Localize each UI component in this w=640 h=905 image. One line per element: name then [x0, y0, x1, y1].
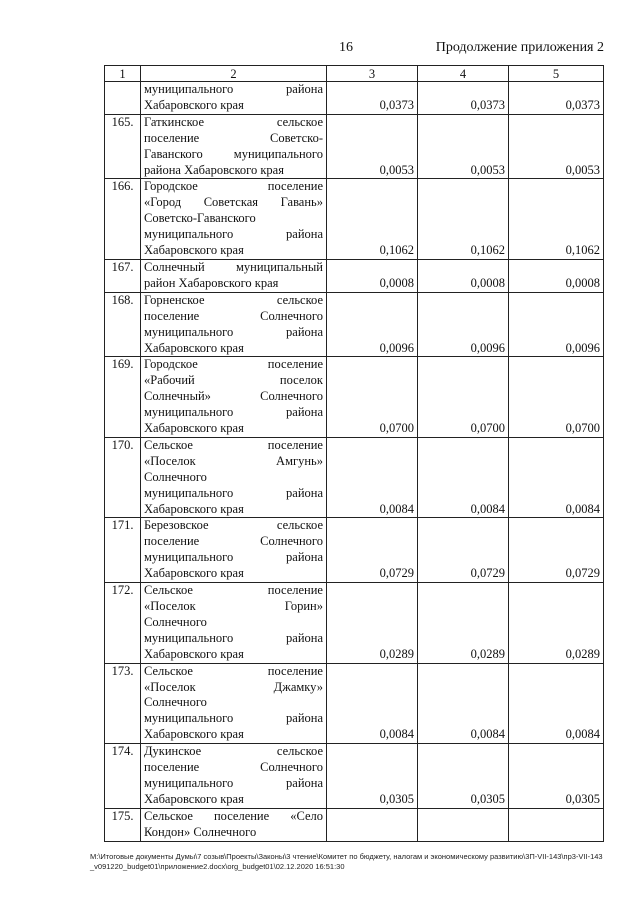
- table-row: [105, 583, 604, 664]
- municipality-name-line: района Хабаровского края: [144, 162, 284, 177]
- document-file-path: М:\Итоговые документы Думы\7 созыв\Проекты\Законы\3 чтение\Комитет по бюджету, налогам и экономическому развитию\3П-VII-143\пр3-VII-143_v091220_budget01\приложение2.docx\org_budget01\02.12.2020 16:51:30: [90, 852, 603, 871]
- municipality-name-line: поселение Солнечного: [144, 308, 323, 323]
- table-row: [105, 518, 604, 583]
- municipality-name-line: муниципального района: [144, 324, 323, 339]
- municipality-name: [141, 259, 327, 292]
- municipality-name: [141, 114, 327, 179]
- table-row: [105, 808, 604, 841]
- share-value-col-4: 0,0729: [418, 518, 509, 583]
- municipality-name-line: Солнечного: [144, 695, 207, 710]
- municipality-name-line: муниципального района: [144, 775, 323, 790]
- municipality-name-line: муниципального района: [144, 630, 323, 645]
- municipality-name-line: Хабаровского края: [144, 340, 244, 355]
- municipality-name-line: Хабаровского края: [144, 97, 244, 112]
- share-value-col-4: 0,0373: [418, 82, 509, 115]
- municipality-name-line: «Поселок Джамку»: [144, 679, 323, 694]
- share-value-col-3: 0,0008: [327, 259, 418, 292]
- municipality-name-line: Городское поселение: [144, 179, 323, 194]
- column-header-2: 2: [141, 66, 327, 82]
- municipality-name: [141, 583, 327, 664]
- share-value-col-3: [327, 808, 418, 841]
- municipality-name-line: муниципального района: [144, 485, 323, 500]
- share-value-col-4: 0,0084: [418, 663, 509, 744]
- municipality-name-line: Сельское поселение: [144, 663, 323, 678]
- share-value-col-5: 0,0700: [509, 357, 604, 438]
- municipality-name-line: Хабаровского края: [144, 646, 244, 661]
- municipality-name: [141, 357, 327, 438]
- municipality-name-line: поселение Солнечного: [144, 534, 323, 549]
- municipality-name: [141, 808, 327, 841]
- municipality-name-line: муниципального района: [144, 227, 323, 242]
- municipality-name-line: район Хабаровского края: [144, 275, 279, 290]
- municipality-name-line: Городское поселение: [144, 357, 323, 372]
- row-number: 167.: [105, 259, 141, 292]
- share-value-col-4: 0,0084: [418, 437, 509, 518]
- municipality-name-line: Солнечный муниципальный: [144, 259, 323, 274]
- municipality-name: [141, 292, 327, 357]
- municipality-name: [141, 663, 327, 744]
- share-value-col-4: 0,0008: [418, 259, 509, 292]
- municipality-name-line: Солнечный» Солнечного: [144, 389, 323, 404]
- column-header-5: 5: [509, 66, 604, 82]
- page-number: 16: [339, 40, 353, 55]
- row-number: 168.: [105, 292, 141, 357]
- share-value-col-4: 0,0053: [418, 114, 509, 179]
- share-value-col-4: [418, 808, 509, 841]
- table-row: [105, 357, 604, 438]
- table-header-row: [105, 66, 604, 82]
- table-row: [105, 744, 604, 809]
- municipality-name-line: муниципального района: [144, 711, 323, 726]
- municipality-name-line: Солнечного: [144, 614, 207, 629]
- municipality-name: [141, 518, 327, 583]
- municipality-name-line: Дукинское сельское: [144, 744, 323, 759]
- municipality-name-line: Горненское сельское: [144, 292, 323, 307]
- column-header-1: 1: [105, 66, 141, 82]
- share-value-col-5: [509, 808, 604, 841]
- share-value-col-4: 0,1062: [418, 179, 509, 260]
- municipality-name-line: Хабаровского края: [144, 421, 244, 436]
- municipality-name-line: Кондон» Солнечного: [144, 824, 257, 839]
- row-number: 166.: [105, 179, 141, 260]
- share-value-col-5: 0,0084: [509, 437, 604, 518]
- municipality-name: [141, 437, 327, 518]
- share-value-col-5: 0,0096: [509, 292, 604, 357]
- municipality-name-line: Березовское сельское: [144, 518, 323, 533]
- share-value-col-3: 0,0729: [327, 518, 418, 583]
- share-value-col-3: 0,1062: [327, 179, 418, 260]
- table-row: [105, 292, 604, 357]
- share-value-col-5: 0,0084: [509, 663, 604, 744]
- municipality-name-line: «Поселок Амгунь»: [144, 453, 323, 468]
- municipality-name: [141, 82, 327, 115]
- share-value-col-5: 0,0729: [509, 518, 604, 583]
- appendix-continuation-label: Продолжение приложения 2: [435, 40, 604, 55]
- municipality-name-line: Хабаровского края: [144, 501, 244, 516]
- municipality-name-line: «Поселок Горин»: [144, 599, 323, 613]
- share-value-col-3: 0,0289: [327, 583, 418, 664]
- column-header-3: 3: [327, 66, 418, 82]
- municipality-name-line: муниципального района: [144, 550, 323, 565]
- municipality-name-line: поселение Солнечного: [144, 760, 323, 775]
- municipality-name-line: Хабаровского края: [144, 243, 244, 258]
- share-value-col-3: 0,0373: [327, 82, 418, 115]
- municipality-name-line: Гаванского муниципального: [144, 146, 323, 161]
- municipality-name-line: Сельское поселение: [144, 583, 323, 598]
- share-value-col-5: 0,0373: [509, 82, 604, 115]
- row-number: 174.: [105, 744, 141, 809]
- municipality-name-line: муниципального района: [144, 82, 323, 96]
- row-number: 171.: [105, 518, 141, 583]
- table-row: [105, 114, 604, 179]
- share-value-col-4: 0,0096: [418, 292, 509, 357]
- row-number: [105, 82, 141, 115]
- municipality-name-line: поселение Советско-: [144, 130, 323, 145]
- column-header-4: 4: [418, 66, 509, 82]
- municipality-name-line: Солнечного: [144, 469, 207, 484]
- municipality-name-line: Сельское поселение «Село: [144, 808, 323, 823]
- municipality-name-line: Сельское поселение: [144, 437, 323, 452]
- share-value-col-3: 0,0084: [327, 663, 418, 744]
- share-value-col-5: 0,0053: [509, 114, 604, 179]
- table-row: [105, 179, 604, 260]
- share-value-col-5: 0,0008: [509, 259, 604, 292]
- share-value-col-5: 0,0289: [509, 583, 604, 664]
- row-number: 170.: [105, 437, 141, 518]
- municipality-name-line: Хабаровского края: [144, 791, 244, 806]
- budget-distribution-table: [104, 65, 604, 842]
- table-row: [105, 259, 604, 292]
- municipality-name: [141, 744, 327, 809]
- share-value-col-4: 0,0289: [418, 583, 509, 664]
- municipality-name-line: «Рабочий поселок: [144, 373, 323, 388]
- table-row: [105, 663, 604, 744]
- table-row: [105, 82, 604, 115]
- share-value-col-5: 0,1062: [509, 179, 604, 260]
- share-value-col-3: 0,0700: [327, 357, 418, 438]
- share-value-col-3: 0,0084: [327, 437, 418, 518]
- row-number: 169.: [105, 357, 141, 438]
- row-number: 173.: [105, 663, 141, 744]
- share-value-col-3: 0,0305: [327, 744, 418, 809]
- row-number: 175.: [105, 808, 141, 841]
- share-value-col-4: 0,0700: [418, 357, 509, 438]
- municipality-name-line: Гаткинское сельское: [144, 114, 323, 129]
- municipality-name: [141, 179, 327, 260]
- row-number: 165.: [105, 114, 141, 179]
- municipality-name-line: Советско-Гаванского: [144, 211, 256, 226]
- municipality-name-line: Хабаровского края: [144, 727, 244, 742]
- share-value-col-5: 0,0305: [509, 744, 604, 809]
- share-value-col-3: 0,0053: [327, 114, 418, 179]
- municipality-name-line: «Город Советская Гавань»: [144, 195, 323, 210]
- table-body: [105, 82, 604, 842]
- municipality-name-line: муниципального района: [144, 405, 323, 420]
- row-number: 172.: [105, 583, 141, 664]
- table-row: [105, 437, 604, 518]
- share-value-col-4: 0,0305: [418, 744, 509, 809]
- share-value-col-3: 0,0096: [327, 292, 418, 357]
- municipality-name-line: Хабаровского края: [144, 566, 244, 581]
